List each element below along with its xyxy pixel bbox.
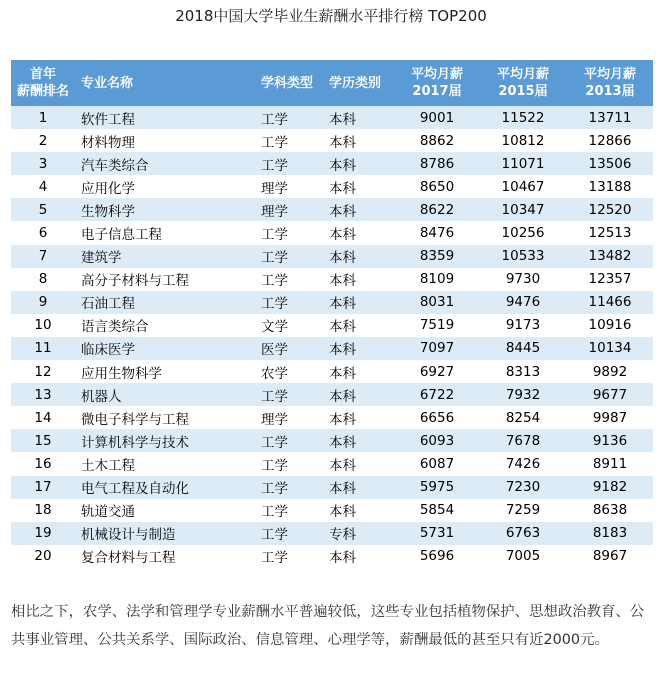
cell-salary-2015: 11522 — [501, 109, 545, 126]
cell-salary-2013: 13188 — [588, 178, 632, 195]
cell-rank: 16 — [34, 455, 52, 472]
cell-edu: 本科 — [329, 319, 356, 336]
table-row — [11, 106, 653, 129]
table-row — [11, 129, 653, 152]
cell-salary-2017: 6656 — [419, 409, 455, 426]
cell-major: 汽车类综合 — [81, 157, 149, 174]
cell-salary-2017: 7097 — [419, 340, 455, 357]
cell-salary-2015: 9476 — [505, 294, 541, 311]
cell-salary-2013: 12520 — [588, 201, 632, 218]
table-row — [11, 522, 653, 545]
cell-salary-2017: 8359 — [419, 248, 455, 265]
cell-edu: 本科 — [329, 365, 356, 382]
cell-salary-2017: 5854 — [419, 502, 455, 519]
cell-major: 石油工程 — [81, 296, 135, 313]
cell-salary-2017: 8622 — [419, 201, 455, 218]
table-row — [11, 452, 653, 475]
cell-major: 机械设计与制造 — [81, 527, 176, 544]
table-row — [11, 476, 653, 499]
cell-type: 工学 — [261, 504, 288, 521]
cell-salary-2013: 9182 — [592, 479, 628, 496]
table-row — [11, 406, 653, 429]
cell-type: 理学 — [261, 411, 288, 428]
cell-salary-2015: 7426 — [505, 455, 541, 472]
table-row — [11, 291, 653, 314]
cell-major: 语言类综合 — [81, 319, 149, 336]
cell-edu: 本科 — [329, 481, 356, 498]
cell-salary-2013: 9892 — [592, 363, 628, 380]
cell-major: 软件工程 — [81, 111, 135, 128]
cell-salary-2015: 9173 — [505, 317, 541, 334]
table-row — [11, 152, 653, 175]
cell-salary-2017: 8109 — [419, 271, 455, 288]
cell-edu: 本科 — [329, 250, 356, 267]
cell-salary-2015: 10812 — [501, 132, 545, 149]
cell-edu: 本科 — [329, 504, 356, 521]
cell-major: 计算机科学与技术 — [81, 434, 189, 451]
cell-major: 高分子材料与工程 — [81, 273, 189, 290]
header-2013-line1: 平均月薪 — [583, 67, 636, 82]
table-row — [11, 545, 653, 568]
table-row — [11, 429, 653, 452]
header-major: 专业名称 — [81, 75, 134, 91]
cell-type: 工学 — [261, 157, 288, 174]
cell-edu: 本科 — [329, 296, 356, 313]
table-row — [11, 175, 653, 198]
cell-type: 工学 — [261, 134, 288, 151]
cell-type: 理学 — [261, 180, 288, 197]
cell-salary-2013: 12513 — [588, 225, 632, 242]
header-rank — [11, 60, 75, 106]
cell-major: 机器人 — [81, 388, 122, 405]
cell-type: 工学 — [261, 111, 288, 128]
cell-major: 建筑学 — [81, 250, 122, 267]
cell-major: 应用化学 — [81, 180, 135, 197]
header-2015 — [479, 60, 567, 106]
salary-ranking-table-container — [11, 60, 653, 568]
cell-major: 电子信息工程 — [81, 227, 162, 244]
table-row — [11, 499, 653, 522]
cell-salary-2015: 10256 — [501, 225, 545, 242]
cell-salary-2017: 5975 — [419, 479, 455, 496]
cell-edu: 本科 — [329, 411, 356, 428]
cell-major: 复合材料与工程 — [81, 550, 176, 567]
cell-salary-2015: 11071 — [501, 155, 545, 172]
cell-major: 材料物理 — [81, 134, 135, 151]
cell-major: 轨道交通 — [81, 504, 135, 521]
cell-rank: 10 — [34, 317, 52, 334]
cell-salary-2017: 5696 — [419, 548, 455, 565]
cell-type: 工学 — [261, 388, 288, 405]
cell-major: 土木工程 — [81, 457, 135, 474]
cell-salary-2013: 13482 — [588, 248, 632, 265]
cell-edu: 专科 — [329, 527, 356, 544]
cell-type: 工学 — [261, 481, 288, 498]
cell-salary-2013: 9987 — [592, 409, 628, 426]
cell-rank: 19 — [34, 525, 52, 542]
cell-type: 文学 — [261, 319, 288, 336]
cell-edu: 本科 — [329, 550, 356, 567]
cell-major: 生物科学 — [81, 203, 135, 220]
header-2015-line1: 平均月薪 — [496, 67, 549, 82]
cell-salary-2015: 7678 — [505, 432, 541, 449]
cell-salary-2013: 9677 — [592, 386, 628, 403]
cell-type: 工学 — [261, 250, 288, 267]
cell-salary-2013: 13506 — [588, 155, 632, 172]
cell-rank: 15 — [34, 432, 52, 449]
salary-ranking-table — [11, 60, 653, 568]
header-2017 — [395, 60, 479, 106]
cell-edu: 本科 — [329, 434, 356, 451]
cell-rank: 12 — [34, 363, 52, 380]
page-title: 2018中国大学毕业生薪酬水平排行榜 TOP200 — [175, 7, 487, 25]
cell-rank: 1 — [38, 109, 48, 126]
cell-salary-2017: 7519 — [419, 317, 455, 334]
cell-major: 应用生物科学 — [81, 365, 162, 382]
cell-salary-2017: 8786 — [419, 155, 455, 172]
cell-salary-2013: 10134 — [588, 340, 632, 357]
header-type: 学科类型 — [261, 75, 314, 91]
cell-salary-2015: 10533 — [501, 248, 545, 265]
header-2013-line2: 2013届 — [585, 84, 635, 99]
cell-type: 工学 — [261, 227, 288, 244]
cell-salary-2015: 8445 — [505, 340, 541, 357]
cell-salary-2017: 6722 — [419, 386, 455, 403]
cell-salary-2015: 9730 — [505, 271, 541, 288]
cell-edu: 本科 — [329, 388, 356, 405]
cell-type: 工学 — [261, 434, 288, 451]
table-row — [11, 221, 653, 244]
cell-salary-2013: 9136 — [592, 432, 628, 449]
cell-salary-2017: 9001 — [419, 109, 455, 126]
cell-type: 理学 — [261, 203, 288, 220]
header-edu: 学历类别 — [329, 75, 382, 91]
cell-rank: 5 — [38, 201, 48, 218]
table-row — [11, 360, 653, 383]
cell-type: 医学 — [261, 342, 288, 359]
cell-salary-2015: 8313 — [505, 363, 541, 380]
cell-salary-2015: 6763 — [505, 525, 541, 542]
cell-rank: 11 — [34, 340, 52, 357]
cell-edu: 本科 — [329, 157, 356, 174]
cell-salary-2013: 8183 — [592, 525, 628, 542]
cell-salary-2017: 8476 — [419, 225, 455, 242]
cell-salary-2013: 8911 — [592, 455, 628, 472]
cell-rank: 17 — [34, 479, 52, 496]
cell-salary-2017: 6927 — [419, 363, 455, 380]
cell-rank: 18 — [34, 502, 52, 519]
cell-type: 工学 — [261, 550, 288, 567]
cell-rank: 20 — [34, 548, 52, 565]
cell-edu: 本科 — [329, 134, 356, 151]
cell-major: 电气工程及自动化 — [81, 481, 189, 498]
cell-rank: 3 — [38, 155, 48, 172]
table-row — [11, 245, 653, 268]
cell-salary-2015: 7259 — [505, 502, 541, 519]
cell-type: 农学 — [261, 365, 288, 382]
header-rank-line1: 首年 — [29, 67, 56, 82]
cell-edu: 本科 — [329, 342, 356, 359]
header-2015-line2: 2015届 — [498, 84, 548, 99]
cell-rank: 9 — [38, 294, 48, 311]
table-row — [11, 268, 653, 291]
cell-salary-2013: 12357 — [588, 271, 632, 288]
cell-edu: 本科 — [329, 227, 356, 244]
cell-major: 临床医学 — [81, 342, 135, 359]
cell-salary-2015: 10347 — [501, 201, 545, 218]
cell-rank: 8 — [38, 271, 48, 288]
cell-salary-2015: 10467 — [501, 178, 545, 195]
table-row — [11, 383, 653, 406]
cell-salary-2013: 11466 — [588, 294, 632, 311]
header-2017-line1: 平均月薪 — [410, 67, 463, 82]
table-row — [11, 337, 653, 360]
cell-edu: 本科 — [329, 273, 356, 290]
cell-rank: 13 — [34, 386, 52, 403]
body-paragraph: 相比之下，农学、法学和管理学专业薪酬水平普遍较低，这些专业包括植物保护、思想政治教育、公共事业管理、公共关系学、国际政治、信息管理、心理学等，薪酬最低的甚至只有近2000元。 — [11, 604, 645, 648]
cell-salary-2013: 8638 — [592, 502, 628, 519]
cell-rank: 7 — [38, 248, 48, 265]
cell-type: 工学 — [261, 457, 288, 474]
cell-salary-2015: 7932 — [505, 386, 541, 403]
header-2017-line2: 2017届 — [412, 84, 462, 99]
cell-edu: 本科 — [329, 457, 356, 474]
cell-salary-2015: 7005 — [505, 548, 541, 565]
table-header-row — [11, 60, 653, 106]
cell-rank: 6 — [38, 225, 48, 242]
cell-salary-2013: 12866 — [588, 132, 632, 149]
header-2013 — [567, 60, 653, 106]
cell-salary-2017: 6087 — [419, 455, 455, 472]
table-body — [11, 106, 653, 568]
cell-type: 工学 — [261, 527, 288, 544]
cell-salary-2013: 10916 — [588, 317, 632, 334]
cell-salary-2017: 8031 — [419, 294, 455, 311]
cell-rank: 2 — [38, 132, 48, 149]
cell-salary-2013: 13711 — [588, 109, 632, 126]
cell-major: 微电子科学与工程 — [81, 411, 189, 428]
cell-salary-2017: 6093 — [419, 432, 455, 449]
cell-edu: 本科 — [329, 180, 356, 197]
cell-salary-2017: 8862 — [419, 132, 455, 149]
cell-rank: 14 — [34, 409, 52, 426]
cell-salary-2015: 7230 — [505, 479, 541, 496]
cell-salary-2013: 8967 — [592, 548, 628, 565]
table-row — [11, 314, 653, 337]
cell-type: 工学 — [261, 296, 288, 313]
cell-type: 工学 — [261, 273, 288, 290]
cell-edu: 本科 — [329, 203, 356, 220]
cell-rank: 4 — [38, 178, 48, 195]
table-row — [11, 198, 653, 221]
cell-salary-2017: 8650 — [419, 178, 455, 195]
cell-salary-2015: 8254 — [505, 409, 541, 426]
cell-salary-2017: 5731 — [419, 525, 455, 542]
cell-edu: 本科 — [329, 111, 356, 128]
header-rank-line2: 薪酬排名 — [16, 84, 69, 99]
